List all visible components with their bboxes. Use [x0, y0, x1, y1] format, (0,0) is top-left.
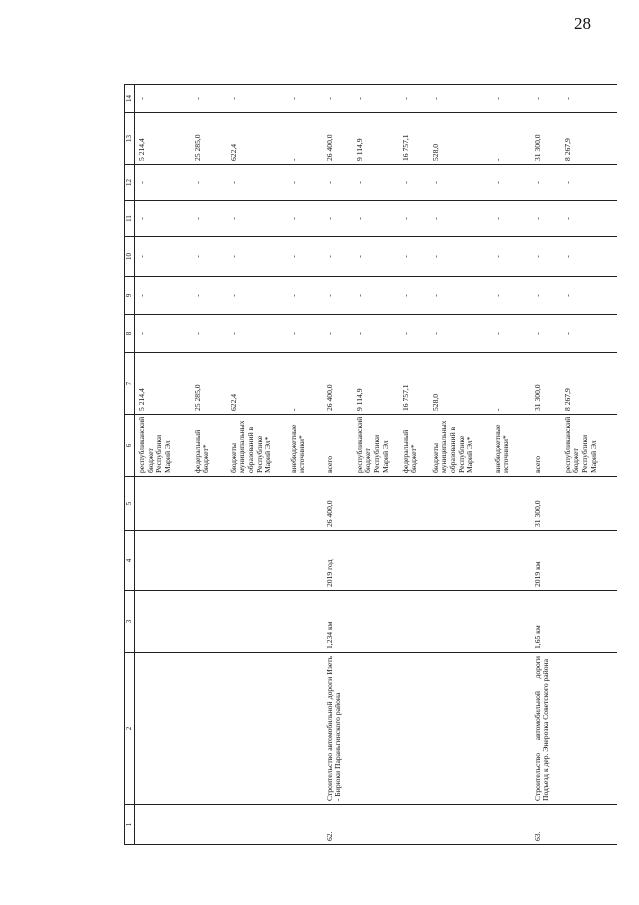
- estimate-cost-cell: [227, 477, 287, 531]
- column-number: 12: [125, 165, 135, 201]
- program-table: [124, 84, 617, 845]
- column-number: 3: [125, 591, 135, 653]
- object-name-cell: [227, 653, 287, 805]
- value-cell: -: [287, 237, 323, 277]
- value-cell: -: [287, 315, 323, 353]
- capacity-cell: [191, 591, 227, 653]
- value-cell: -: [429, 237, 491, 277]
- capacity-cell: 1,234 км: [323, 591, 353, 653]
- value-cell: -: [531, 277, 561, 315]
- funding-source-cell: федеральный бюджет*: [399, 415, 429, 477]
- capacity-cell: [399, 591, 429, 653]
- value-cell: -: [135, 201, 191, 237]
- value-cell: -: [429, 165, 491, 201]
- value-cell: -: [191, 85, 227, 113]
- value-cell: -: [491, 201, 531, 237]
- value-cell: -: [323, 85, 353, 113]
- value-cell: -: [323, 315, 353, 353]
- column-number-row: [125, 85, 135, 845]
- capacity-cell: 1,65 км: [531, 591, 561, 653]
- estimate-cost-cell: [491, 477, 531, 531]
- object-name-cell: [191, 653, 227, 805]
- value-cell: -: [491, 85, 531, 113]
- funding-source-cell: республиканский бюджет Республики Марий Эл: [561, 415, 617, 477]
- row-number-cell: [227, 805, 287, 845]
- total-cell: 9 114,9: [353, 353, 399, 415]
- capacity-cell: [561, 591, 617, 653]
- column-number: 4: [125, 531, 135, 591]
- period-cell: [287, 531, 323, 591]
- table-row: [399, 85, 429, 845]
- value-cell: 528,0: [429, 113, 491, 165]
- period-cell: [399, 531, 429, 591]
- total-cell: 16 757,1: [399, 353, 429, 415]
- rotated-table-sheet: [124, 85, 610, 845]
- value-cell: -: [353, 165, 399, 201]
- funding-source-cell: республиканский бюджет Республики Марий Эл: [135, 415, 191, 477]
- column-number: 9: [125, 277, 135, 315]
- value-cell: -: [399, 165, 429, 201]
- column-number: 6: [125, 415, 135, 477]
- value-cell: -: [561, 315, 617, 353]
- value-cell: -: [227, 165, 287, 201]
- value-cell: -: [491, 113, 531, 165]
- value-cell: -: [399, 85, 429, 113]
- page-number: 28: [574, 14, 591, 33]
- value-cell: -: [135, 85, 191, 113]
- value-cell: -: [135, 277, 191, 315]
- value-cell: 26 400,0: [323, 113, 353, 165]
- table-row: [135, 85, 191, 845]
- value-cell: -: [491, 165, 531, 201]
- value-cell: -: [531, 85, 561, 113]
- total-cell: 5 214,4: [135, 353, 191, 415]
- object-name-cell: [429, 653, 491, 805]
- value-cell: 31 300,0: [531, 113, 561, 165]
- column-number: 5: [125, 477, 135, 531]
- total-cell: 31 300,0: [531, 353, 561, 415]
- value-cell: -: [191, 237, 227, 277]
- funding-source-cell: внебюджетные источники*: [287, 415, 323, 477]
- value-cell: -: [429, 85, 491, 113]
- object-name-cell: [353, 653, 399, 805]
- estimate-cost-cell: [353, 477, 399, 531]
- value-cell: -: [135, 165, 191, 201]
- value-cell: -: [491, 277, 531, 315]
- row-number-cell: [191, 805, 227, 845]
- column-number: 11: [125, 201, 135, 237]
- value-cell: -: [353, 277, 399, 315]
- table-row: [491, 85, 531, 845]
- total-cell: 26 400,0: [323, 353, 353, 415]
- value-cell: -: [561, 277, 617, 315]
- value-cell: 5 214,4: [135, 113, 191, 165]
- value-cell: -: [353, 315, 399, 353]
- value-cell: -: [353, 85, 399, 113]
- estimate-cost-cell: 26 400,0: [323, 477, 353, 531]
- row-number-cell: 62.: [323, 805, 353, 845]
- value-cell: -: [227, 277, 287, 315]
- value-cell: -: [135, 315, 191, 353]
- value-cell: -: [399, 237, 429, 277]
- value-cell: -: [287, 165, 323, 201]
- row-number-cell: 63.: [531, 805, 561, 845]
- value-cell: -: [287, 113, 323, 165]
- period-cell: [227, 531, 287, 591]
- total-cell: -: [491, 353, 531, 415]
- table-row: [227, 85, 287, 845]
- value-cell: -: [531, 315, 561, 353]
- value-cell: -: [191, 277, 227, 315]
- table-row: [287, 85, 323, 845]
- value-cell: -: [399, 315, 429, 353]
- object-name-cell: Строительство автомобильной дороги Подъезд к дер. Энерозка Советского района: [531, 653, 561, 805]
- table-row: [531, 85, 561, 845]
- period-cell: [191, 531, 227, 591]
- estimate-cost-cell: [429, 477, 491, 531]
- capacity-cell: [135, 591, 191, 653]
- period-cell: [429, 531, 491, 591]
- row-number-cell: [399, 805, 429, 845]
- row-number-cell: [287, 805, 323, 845]
- value-cell: -: [429, 315, 491, 353]
- value-cell: 25 285,0: [191, 113, 227, 165]
- row-number-cell: [429, 805, 491, 845]
- value-cell: -: [227, 201, 287, 237]
- funding-source-cell: внебюджетные источники*: [491, 415, 531, 477]
- capacity-cell: [227, 591, 287, 653]
- value-cell: -: [561, 85, 617, 113]
- column-number: 1: [125, 805, 135, 845]
- funding-source-cell: бюджеты муниципальных образований в Республике Марий Эл*: [227, 415, 287, 477]
- value-cell: 622,4: [227, 113, 287, 165]
- column-number: 7: [125, 353, 135, 415]
- total-cell: 528,0: [429, 353, 491, 415]
- funding-source-cell: всего: [323, 415, 353, 477]
- table-row: [561, 85, 617, 845]
- total-cell: 622,4: [227, 353, 287, 415]
- value-cell: -: [287, 277, 323, 315]
- value-cell: -: [323, 237, 353, 277]
- value-cell: -: [287, 201, 323, 237]
- value-cell: -: [353, 201, 399, 237]
- value-cell: -: [191, 201, 227, 237]
- value-cell: -: [399, 277, 429, 315]
- capacity-cell: [429, 591, 491, 653]
- period-cell: 2019 км: [531, 531, 561, 591]
- capacity-cell: [353, 591, 399, 653]
- object-name-cell: Строительство автомобильной дороги Изеть - Бирюки Параньгинского района: [323, 653, 353, 805]
- object-name-cell: [491, 653, 531, 805]
- value-cell: -: [135, 237, 191, 277]
- funding-source-cell: всего: [531, 415, 561, 477]
- period-cell: 2019 год: [323, 531, 353, 591]
- value-cell: -: [531, 237, 561, 277]
- value-cell: -: [287, 85, 323, 113]
- value-cell: -: [531, 201, 561, 237]
- capacity-cell: [491, 591, 531, 653]
- estimate-cost-cell: [191, 477, 227, 531]
- estimate-cost-cell: [287, 477, 323, 531]
- total-cell: 8 267,9: [561, 353, 617, 415]
- object-name-cell: [399, 653, 429, 805]
- value-cell: -: [353, 237, 399, 277]
- value-cell: -: [561, 237, 617, 277]
- funding-source-cell: республиканский бюджет Республики Марий Эл: [353, 415, 399, 477]
- object-name-cell: [561, 653, 617, 805]
- value-cell: -: [227, 85, 287, 113]
- column-number: 2: [125, 653, 135, 805]
- column-number: 10: [125, 237, 135, 277]
- value-cell: -: [323, 201, 353, 237]
- value-cell: -: [399, 201, 429, 237]
- value-cell: -: [323, 277, 353, 315]
- table-row: [323, 85, 353, 845]
- estimate-cost-cell: [399, 477, 429, 531]
- row-number-cell: [561, 805, 617, 845]
- column-number: 13: [125, 113, 135, 165]
- funding-source-cell: бюджеты муниципальных образований в Республике Марий Эл*: [429, 415, 491, 477]
- row-number-cell: [353, 805, 399, 845]
- row-number-cell: [491, 805, 531, 845]
- value-cell: -: [491, 315, 531, 353]
- column-number: 8: [125, 315, 135, 353]
- funding-source-cell: федеральный бюджет*: [191, 415, 227, 477]
- object-name-cell: [135, 653, 191, 805]
- value-cell: -: [429, 277, 491, 315]
- value-cell: -: [191, 165, 227, 201]
- total-cell: -: [287, 353, 323, 415]
- period-cell: [135, 531, 191, 591]
- value-cell: 16 757,1: [399, 113, 429, 165]
- value-cell: -: [323, 165, 353, 201]
- value-cell: -: [561, 165, 617, 201]
- table-row: [353, 85, 399, 845]
- value-cell: -: [491, 237, 531, 277]
- row-number-cell: [135, 805, 191, 845]
- value-cell: 9 114,9: [353, 113, 399, 165]
- value-cell: -: [227, 237, 287, 277]
- estimate-cost-cell: [561, 477, 617, 531]
- table-row: [191, 85, 227, 845]
- estimate-cost-cell: [135, 477, 191, 531]
- period-cell: [491, 531, 531, 591]
- capacity-cell: [287, 591, 323, 653]
- table-row: [429, 85, 491, 845]
- value-cell: 8 267,9: [561, 113, 617, 165]
- value-cell: -: [227, 315, 287, 353]
- value-cell: -: [531, 165, 561, 201]
- total-cell: 25 285,0: [191, 353, 227, 415]
- object-name-cell: [287, 653, 323, 805]
- estimate-cost-cell: 31 300,0: [531, 477, 561, 531]
- period-cell: [561, 531, 617, 591]
- column-number: 14: [125, 85, 135, 113]
- value-cell: -: [561, 201, 617, 237]
- value-cell: -: [429, 201, 491, 237]
- value-cell: -: [191, 315, 227, 353]
- period-cell: [353, 531, 399, 591]
